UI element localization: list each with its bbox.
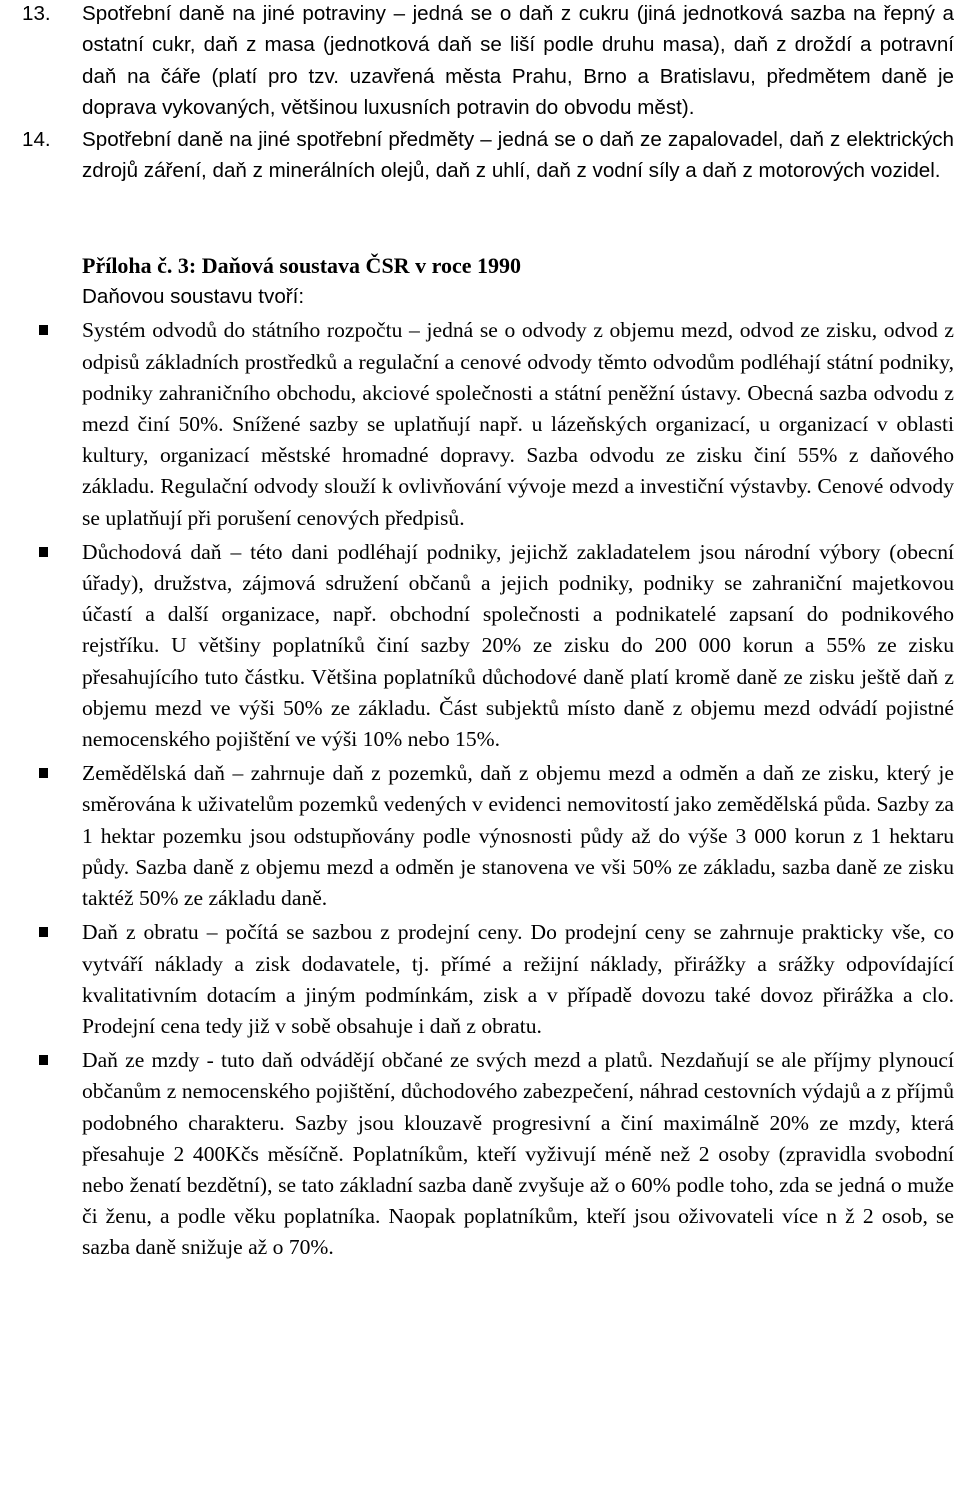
item-number: 13. — [22, 2, 51, 25]
item-text: Spotřební daně na jiné spotřební předměty – jedná se o daň ze zapalovadel, daň z elektrických zdrojů záření, daň z minerálních olejů, daň z uhlí, daň z vodní síly a daň z motorových vozidel. — [82, 127, 954, 183]
square-bullet-icon — [39, 768, 48, 778]
bullet-item-zemedelska-dan — [22, 758, 954, 914]
bullet-item-duchodova-dan — [22, 537, 954, 755]
item-text: Spotřební daně na jiné potraviny – jedná se o daň z cukru (jiná jednotková sazba na řepný a ostatní cukr, daň z masa (jednotková daň se liší podle druhu masa), daň z droždí a potravní daň na čáře (platí pro tzv. uzavřená města Prahu, Brno a Bratislavu, předmětem daně je doprava vykovaných, většinou luxusních potravin do obvodu měst). — [82, 2, 954, 120]
bullet-item-odvody — [22, 315, 954, 533]
bullet-item-dan-ze-mzdy — [22, 1045, 954, 1263]
square-bullet-icon — [39, 547, 48, 557]
bullet-text: Zemědělská daň – zahrnuje daň z pozemků, daň z objemu mezd a odměn a daň ze zisku, který je směrována k uživatelům pozemků vedených v evidenci nemovitostí jako zemědělská půda. Sazby za 1 hektar pozemku jsou odstupňovány podle výnosnosti půdy až do výše 3 000 korun z 1 hektaru půdy. Sazba daně z objemu mezd a odměn je stanovena ve vši 50% ze základu, sazba daně ze zisku taktéž 50% ze základu daně. — [82, 761, 954, 911]
item-number: 14. — [22, 127, 51, 151]
numbered-item-14 — [22, 124, 954, 187]
bullet-text: Daň ze mzdy - tuto daň odvádějí občané ze svých mezd a platů. Nezdaňují se ale příjmy plynoucí občanům z nemocenského pojištění, důchodového zabezpečení, náhrad cestovních výdajů a z příjmů podobného charakteru. Sazby jsou klouzavě progresivní a činí maximálně 20% ze mzdy, která přesahuje 2 400Kčs měsíčně. Poplatníkům, kteří vyživují méně než 2 osoby (zpravidla svobodní nebo ženatí bezdětní), se tato základní sazba daně zvyšuje až o 60% podle toho, zda se jedná o muže či ženu, a podle věku poplatníka. Naopak poplatníkům, kteří jsou oživovateli více n ž 2 osob, se sazba daně snižuje až o 70%. — [82, 1048, 954, 1260]
square-bullet-icon — [39, 927, 48, 937]
numbered-item-13 — [22, 0, 954, 124]
bullet-text: Daň z obratu – počítá se sazbou z prodejní ceny. Do prodejní ceny se zahrnuje prakticky vše, co vytváří náklady a zisk dodavatele, tj. přímé a režijní náklady, přirážky a srážky odpovídající kvalitativním dotacím a jiným podmínkám, zisk a v případě dovozu také dovoz přirážka a clo. Prodejní cena tedy již v sobě obsahuje i daň z obratu. — [82, 920, 954, 1038]
appendix-heading: Příloha č. 3: Daňová soustava ČSR v roce 1990 — [82, 253, 521, 279]
bullet-text: Systém odvodů do státního rozpočtu – jedná se o odvody z objemu mezd, odvod ze zisku, odvod z odpisů základních prostředků a regulační a cenové odvody těmto odvodům podléhají státní podniky, podniky zahraničního obchodu, akciové společnosti a státní peněžní ústavy. Obecná sazba odvodu z mezd činí 50%. Snížené sazby se uplatňují např. u lázeňských organizací, u organizací v oblasti kultury, organizací městské hromadné dopravy. Sazba odvodu ze zisku činí 55% z daňového základu. Regulační odvody slouží k ovlivňování vývoje mezd a investiční výstavby. Cenové odvody se uplatňují při porušení cenových předpisů. — [82, 318, 954, 530]
appendix-intro: Daňovou soustavu tvoří: — [82, 285, 305, 309]
square-bullet-icon — [39, 1055, 48, 1065]
bullet-item-dan-z-obratu — [22, 917, 954, 1042]
bullet-text: Důchodová daň – této dani podléhají podniky, jejichž zakladatelem jsou národní výbory (obecní úřady), družstva, zájmová sdružení občanů a jejich podniky, podniky se zahraniční majetkovou účastí a další organizace, např. obchodní společnosti a podnikatelé zapsaní do podnikového rejstříku. U většiny poplatníků činí sazby 20% ze zisku do 200 000 korun a 55% ze zisku přesahujícího tuto částku. Většina poplatníků důchodové daně platí kromě daně ze zisku ještě daň z objemu mezd ve výši 50% ze základu. Část subjektů místo daně z objemu mezd odvádí pojistné nemocenského pojištění ve výši 10% nebo 15%. — [82, 539, 954, 752]
square-bullet-icon — [39, 325, 48, 335]
